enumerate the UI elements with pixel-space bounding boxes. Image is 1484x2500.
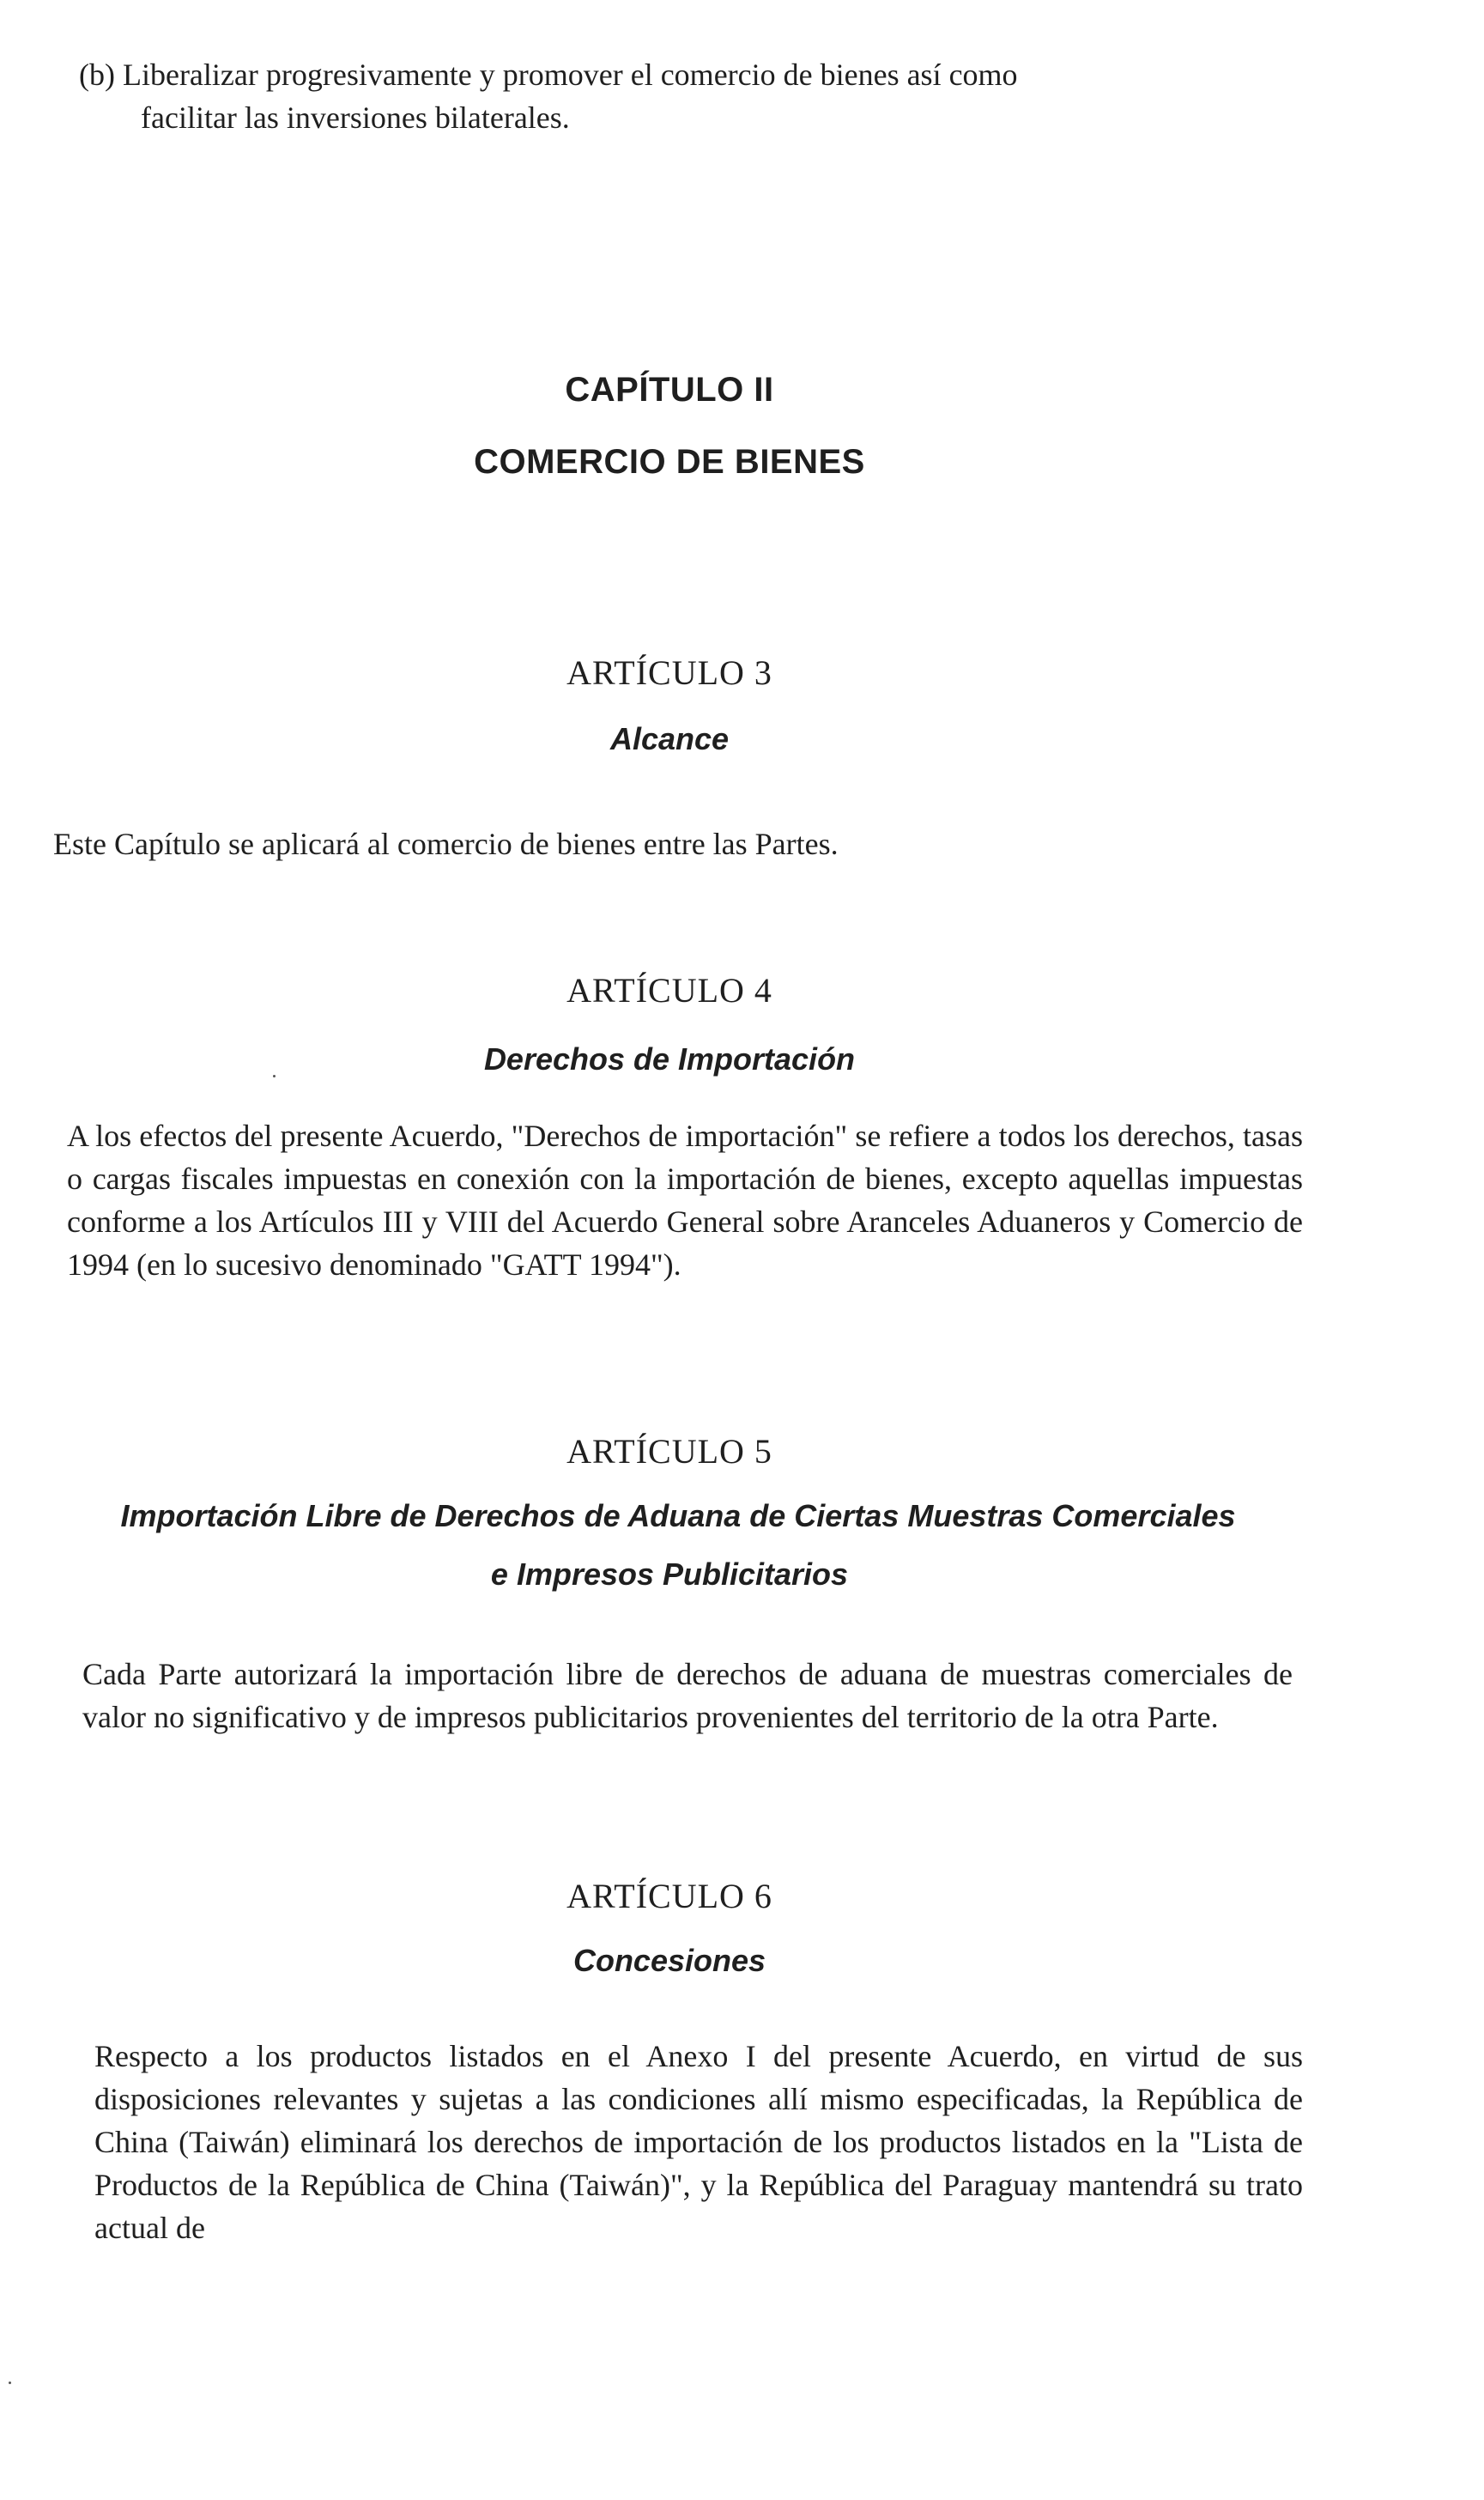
article-4-title: Derechos de Importación	[483, 1041, 856, 1077]
item-b-line-2: facilitar las inversiones bilaterales.	[141, 100, 570, 135]
article-5-body: Cada Parte autorizará la importación libre de derechos de aduana de muestras comerciales de valor no significativo y de impresos publicitarios provenientes del territorio de la otra Parte.	[82, 1657, 1293, 1734]
article-3-number: ARTÍCULO 3	[566, 653, 772, 692]
article-6-title: Concesiones	[572, 1943, 766, 1978]
article-5-number: ARTÍCULO 5	[566, 1432, 772, 1471]
chapter-number: CAPÍTULO II	[565, 371, 774, 409]
scan-speck	[273, 1075, 276, 1077]
chapter-title: COMERCIO DE BIENES	[474, 443, 865, 481]
article-3-body: Este Capítulo se aplicará al comercio de bienes entre las Partes.	[53, 827, 839, 861]
article-4-body: A los efectos del presente Acuerdo, "Derechos de importación" se refiere a todos los derechos, tasas o cargas fiscales impuestas en conexión con la importación de bienes, excepto aquellas impuestas conforme a los Artículos III y VIII del Acuerdo General sobre Aranceles Aduaneros y Comercio de 1994 (en lo sucesivo denominado "GATT 1994").	[67, 1119, 1303, 1282]
article-5-title-line-1: Importación Libre de Derechos de Aduana de Ciertas Muestras Comerciales	[120, 1498, 1236, 1533]
article-6-number: ARTÍCULO 6	[566, 1877, 772, 1915]
article-5-title-line-2: e Impresos Publicitarios	[490, 1556, 849, 1592]
article-6-body: Respecto a los productos listados en el Anexo I del presente Acuerdo, en virtud de sus disposiciones relevantes y sujetas a las condiciones allí mismo especificadas, la República de China (Taiwán) eliminará los derechos de importación de los productos listados en la "Lista de Productos de la República de China (Taiwán)", y la República del Paraguay mantendrá su trato actual de	[94, 2039, 1303, 2245]
scan-speck	[9, 2382, 11, 2384]
article-3-title: Alcance	[609, 721, 730, 756]
item-b-line-1: (b) Liberalizar progresivamente y promover el comercio de bienes así como	[79, 58, 1018, 92]
item-b-paragraph	[79, 53, 1306, 139]
article-4-number: ARTÍCULO 4	[566, 971, 772, 1010]
